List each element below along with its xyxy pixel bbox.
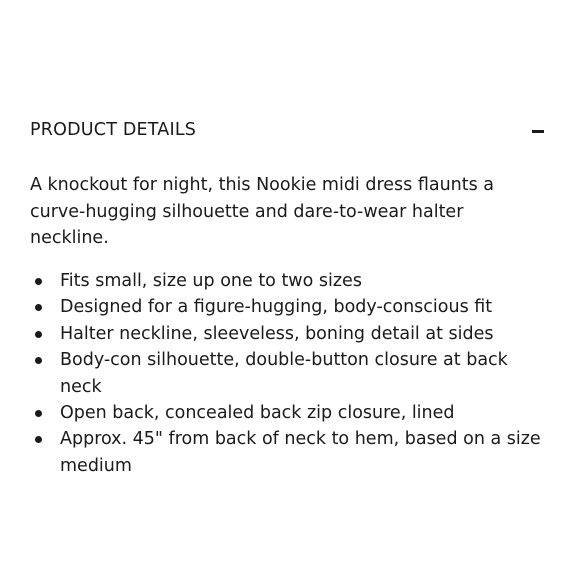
list-item	[30, 321, 550, 347]
list-item-text: Designed for a figure-hugging, body-conscious fit	[60, 297, 493, 318]
list-item-text: Open back, concealed back zip closure, lined	[60, 403, 455, 424]
list-item	[30, 426, 550, 479]
product-details-accordion-header[interactable]	[30, 117, 544, 143]
list-item	[30, 294, 550, 320]
product-description: A knockout for night, this Nookie midi dress flaunts a curve-hugging silhouette and dare-to-wear halter neckline.	[30, 175, 495, 249]
list-item-text: Fits small, size up one to two sizes	[60, 271, 362, 291]
list-item-text: Halter neckline, sleeveless, boning detail at sides	[60, 323, 494, 344]
bullet-icon	[35, 436, 42, 443]
bullet-icon	[35, 278, 42, 285]
feature-list	[30, 268, 550, 479]
bullet-icon	[35, 331, 42, 338]
minus-bar	[532, 130, 544, 133]
list-item-text: Approx. 45" from back of neck to hem, based on a size medium	[60, 429, 541, 476]
minus-icon[interactable]	[530, 117, 544, 143]
content-clip-mask	[0, 478, 580, 580]
section-title: PRODUCT DETAILS	[30, 120, 197, 140]
list-item	[30, 347, 550, 400]
bullet-icon	[35, 304, 42, 311]
bullet-icon	[35, 357, 42, 364]
list-item	[30, 268, 550, 294]
bullet-icon	[35, 410, 42, 417]
list-item	[30, 400, 550, 426]
list-item-text: Body-con silhouette, double-button closure at back neck	[60, 350, 508, 397]
